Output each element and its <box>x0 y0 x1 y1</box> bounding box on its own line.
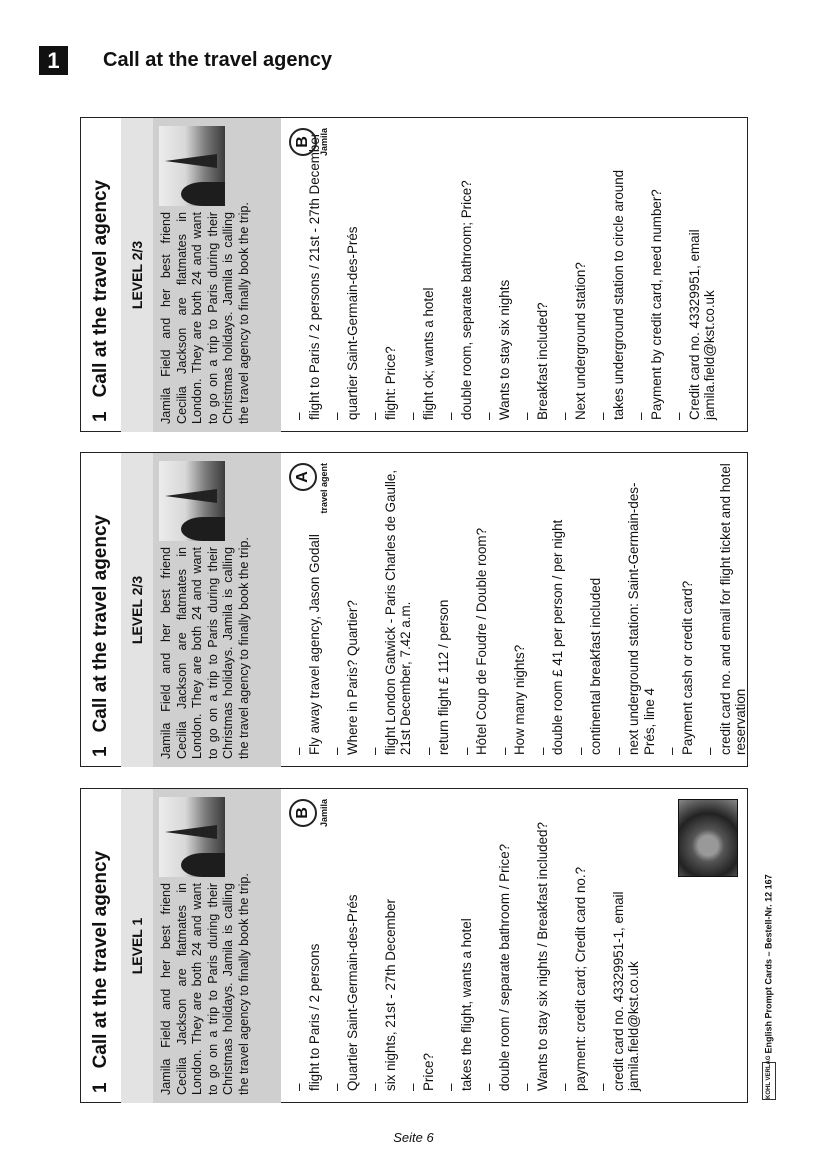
prompt-card-3 <box>80 117 748 432</box>
role-badge: A travel agent <box>289 463 329 514</box>
list-item: – Payment cash or credit card? <box>664 580 695 755</box>
section-number: 1 <box>39 46 68 75</box>
list-item: – Credit card no. 43329951, email jamila.field@kst.co.uk <box>671 229 717 420</box>
list-item: – Fly away travel agency, Jason Godall <box>291 534 322 755</box>
card-intro: Jamila Field and her best friend Cecilia Jackson are flatmates in London. They are both 24 and want to go on a trip to Paris during their Christmas holidays. Jamila is calling the travel agency to finally book the trip. <box>153 453 281 767</box>
eiffel-tower-photo <box>159 797 225 877</box>
card-title: 1Call at the travel agency <box>90 850 111 1093</box>
list-item: – Where in Paris? Quartier? <box>329 600 360 755</box>
card-title: 1Call at the travel agency <box>90 179 111 422</box>
card-lines <box>281 789 642 1103</box>
page-title: Call at the travel agency <box>103 49 332 71</box>
card-intro: Jamila Field and her best friend Cecilia Jackson are flatmates in London. They are both 24 and want to go on a trip to Paris during their Christmas holidays. Jamila is calling the travel agency to finally book the trip. <box>153 789 281 1103</box>
role-badge: B Jamila <box>289 128 329 156</box>
list-item: – credit card no. and email for flight ticket and hotel reservation <box>702 463 748 755</box>
list-item: – double room / separate bathroom / Price? <box>481 843 512 1091</box>
list-item: – flight London Gatwick - Paris Charles de Gaulle, 21st December, 7.42 a.m. <box>367 469 413 755</box>
list-item: – flight to Paris / 2 persons <box>291 943 322 1091</box>
card-lines <box>281 453 749 767</box>
card-level: LEVEL 2/3 <box>121 453 153 767</box>
card-lines <box>281 118 718 432</box>
list-item: – takes the flight, wants a hotel <box>443 918 474 1091</box>
list-item: – How many nights? <box>496 644 527 755</box>
publisher-footer: KOHL VERLAG English Prompt Cards – Bestell-Nr. 12 167 <box>762 800 792 1100</box>
list-item: – six nights, 21st - 27th December <box>367 898 398 1091</box>
list-item: – credit card no. 43329951-1, email jamila.field@kst.co.uk <box>595 891 641 1091</box>
list-item: – flight to Paris / 2 persons / 21st - 27th December <box>291 132 322 420</box>
card-level: LEVEL 1 <box>121 789 153 1103</box>
list-item: – return flight £ 112 / person <box>420 599 451 755</box>
list-item: – flight: Price? <box>367 346 398 420</box>
card-level: LEVEL 2/3 <box>121 118 153 432</box>
list-item: – Hôtel Coup de Foudre / Double room? <box>458 527 489 755</box>
list-item: – Payment by credit card, need number? <box>633 189 664 420</box>
list-item: – double room £ 41 per person / per night <box>534 519 565 755</box>
card-intro: Jamila Field and her best friend Cecilia Jackson are flatmates in London. They are both 24 and want to go on a trip to Paris during their Christmas holidays. Jamila is calling the travel agency to finally book the trip. <box>153 118 281 432</box>
list-item: – Next underground station? <box>557 262 588 420</box>
eiffel-tower-photo <box>159 126 225 206</box>
prompt-card-2 <box>80 452 748 767</box>
prompt-card-1 <box>80 788 748 1103</box>
list-item: – Wants to stay six nights <box>481 279 512 420</box>
list-item: – quartier Saint-Germain-des-Prés <box>329 226 360 420</box>
list-item: – payment: credit card; Credit card no.? <box>557 866 588 1091</box>
card-title: 1Call at the travel agency <box>90 514 111 757</box>
list-item: – Quartier Saint-Germain-des-Prés <box>329 894 360 1091</box>
list-item: – Price? <box>405 1053 436 1091</box>
list-item: – next underground station: Saint-Germain-des-Prés, line 4 <box>610 482 657 755</box>
role-badge: B Jamila <box>289 799 329 827</box>
list-item: – double room, separate bathroom; Price? <box>443 180 474 420</box>
list-item: – flight ok; wants a hotel <box>405 287 436 420</box>
eiffel-tower-photo <box>159 461 225 541</box>
list-item: – Wants to stay six nights / Breakfast included? <box>519 822 550 1091</box>
page-number: Seite 6 <box>393 1130 434 1145</box>
list-item: – Breakfast included? <box>519 302 550 420</box>
cafe-photo <box>678 799 738 877</box>
publisher-logo: KOHL VERLAG <box>762 1062 776 1100</box>
list-item: – takes underground station to circle around <box>595 169 626 420</box>
list-item: – continental breakfast included <box>572 577 603 755</box>
